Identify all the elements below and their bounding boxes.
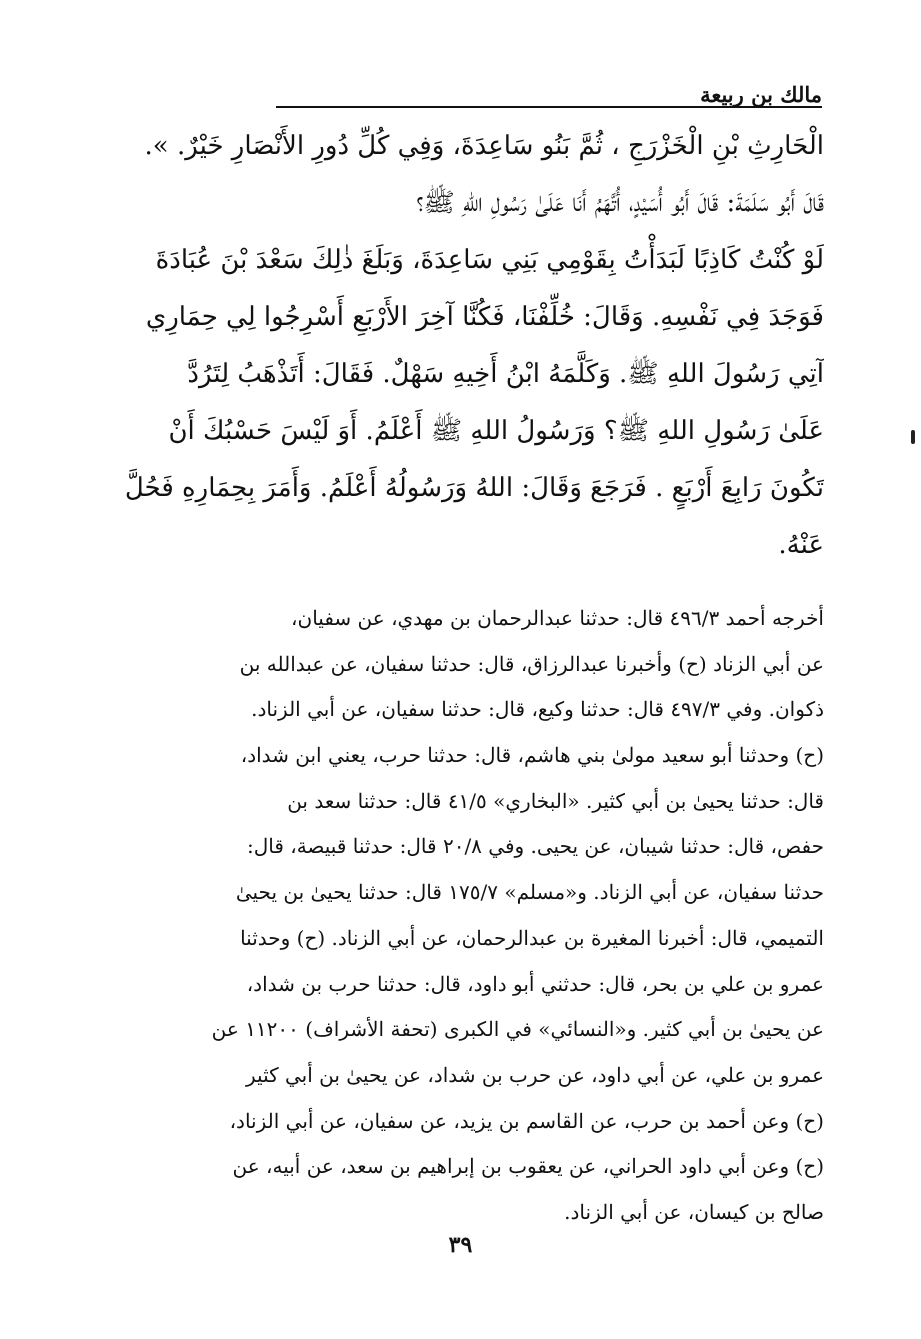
main-text-line: عَنْهُ. [778, 530, 824, 560]
main-text [118, 118, 824, 574]
footnote-line: (ح) وعن أحمد بن حرب، عن القاسم بن يزيد، عن سفيان، عن أبي الزناد، [229, 1108, 824, 1133]
main-text-line: قَالَ أَبُو سَلَمَةَ: قَالَ أَبُو أُسَيْدٍ، أُتَّهَمُ أَنَا عَلَىٰ رَسُولِ اللهِ ﷺ؟ [416, 188, 824, 218]
main-text-line: فَوَجَدَ فِي نَفْسِهِ. وَقَالَ: خُلِّفْنَا، فَكُنَّا آخِرَ الأَرْبَعِ أَسْرِجُوا لِي حِمَارِي [145, 302, 824, 332]
footnote-line: أخرجه أحمد ٤٩٦/٣ قال: حدثنا عبدالرحمان بن مهدي، عن سفيان، [291, 606, 824, 630]
main-text-line: تَكُونَ رَابِعَ أَرْبَعٍ . فَرَجَعَ وَقَالَ: اللهُ وَرَسُولُهُ أَعْلَمُ. وَأَمَرَ بِحِمَارِهِ فَحُلَّ [124, 473, 824, 503]
footnote-line: صالح بن كيسان، عن أبي الزناد. [564, 1199, 824, 1224]
footnote-line: التميمي، قال: أخبرنا المغيرة بن عبدالرحمان، عن أبي الزناد. (ح) وحدثنا [240, 925, 824, 950]
margin-mark [911, 430, 915, 444]
header-title: مالك بن ربيعة [700, 82, 822, 107]
footnote-line: قال: حدثنا يحيىٰ بن أبي كثير. «البخاري» ٤١/٥ قال: حدثنا سعد بن [287, 788, 824, 813]
footnote-line: عن يحيىٰ بن أبي كثير. و«النسائي» في الكبرى (تحفة الأشراف) ١١٢٠٠ عن [211, 1017, 824, 1042]
running-header [118, 78, 822, 118]
footnote-line: عن أبي الزناد (ح) وأخبرنا عبدالرزاق، قال: حدثنا سفيان، عن عبدالله بن [239, 651, 824, 676]
header-rule [276, 106, 822, 108]
main-text-line: لَوْ كُنْتُ كَاذِبًا لَبَدَأْتُ بِقَوْمِي بَنِي سَاعِدَةَ، وَبَلَغَ ذٰلِكَ سَعْدَ بْنَ عُبَادَةَ [155, 245, 824, 275]
footnote-line: حفص، قال: حدثنا شيبان، عن يحيى. وفي ٢٠/٨ قال: حدثنا قبيصة، قال: [246, 834, 824, 859]
footnote-line: حدثنا سفيان، عن أبي الزناد. و«مسلم» ١٧٥/٧ قال: حدثنا يحيىٰ بن يحيىٰ [235, 880, 824, 905]
footnote-line: (ح) وحدثنا أبو سعيد مولىٰ بني هاشم، قال: حدثنا حرب، يعني ابن شداد، [240, 743, 824, 768]
footnote-line: (ح) وعن أبي داود الحراني، عن يعقوب بن إبراهيم بن سعد، عن أبيه، عن [232, 1154, 824, 1179]
main-text-line: آتِي رَسُولَ اللهِ ﷺ. وَكَلَّمَهُ ابْنُ أَخِيهِ سَهْلٌ. فَقَالَ: أَتَذْهَبُ لِتَرُدَّ [187, 359, 824, 389]
footnote-line: عمرو بن علي بن بحر، قال: حدثني أبو داود، قال: حدثنا حرب بن شداد، [246, 971, 824, 996]
footnote-line: عمرو بن علي، عن أبي داود، عن حرب بن شداد، عن يحيىٰ بن أبي كثير [246, 1062, 824, 1087]
main-text-line: عَلَىٰ رَسُولِ اللهِ ﷺ؟ وَرَسُولُ اللهِ ﷺ أَعْلَمُ. أَوَ لَيْسَ حَسْبُكَ أَنْ [168, 416, 824, 446]
footnotes [118, 596, 824, 1236]
footnote-line: ذكوان. وفي ٤٩٧/٣ قال: حدثنا وكيع، قال: حدثنا سفيان، عن أبي الزناد. [251, 697, 824, 722]
main-text-line: الْحَارِثِ بْنِ الْخَزْرَجِ ، ثُمَّ بَنُو سَاعِدَةَ، وَفِي كُلِّ دُورِ الأَنْصَارِ خَيْرٌ. ». [144, 131, 824, 161]
page-number: ٣٩ [448, 1232, 473, 1258]
